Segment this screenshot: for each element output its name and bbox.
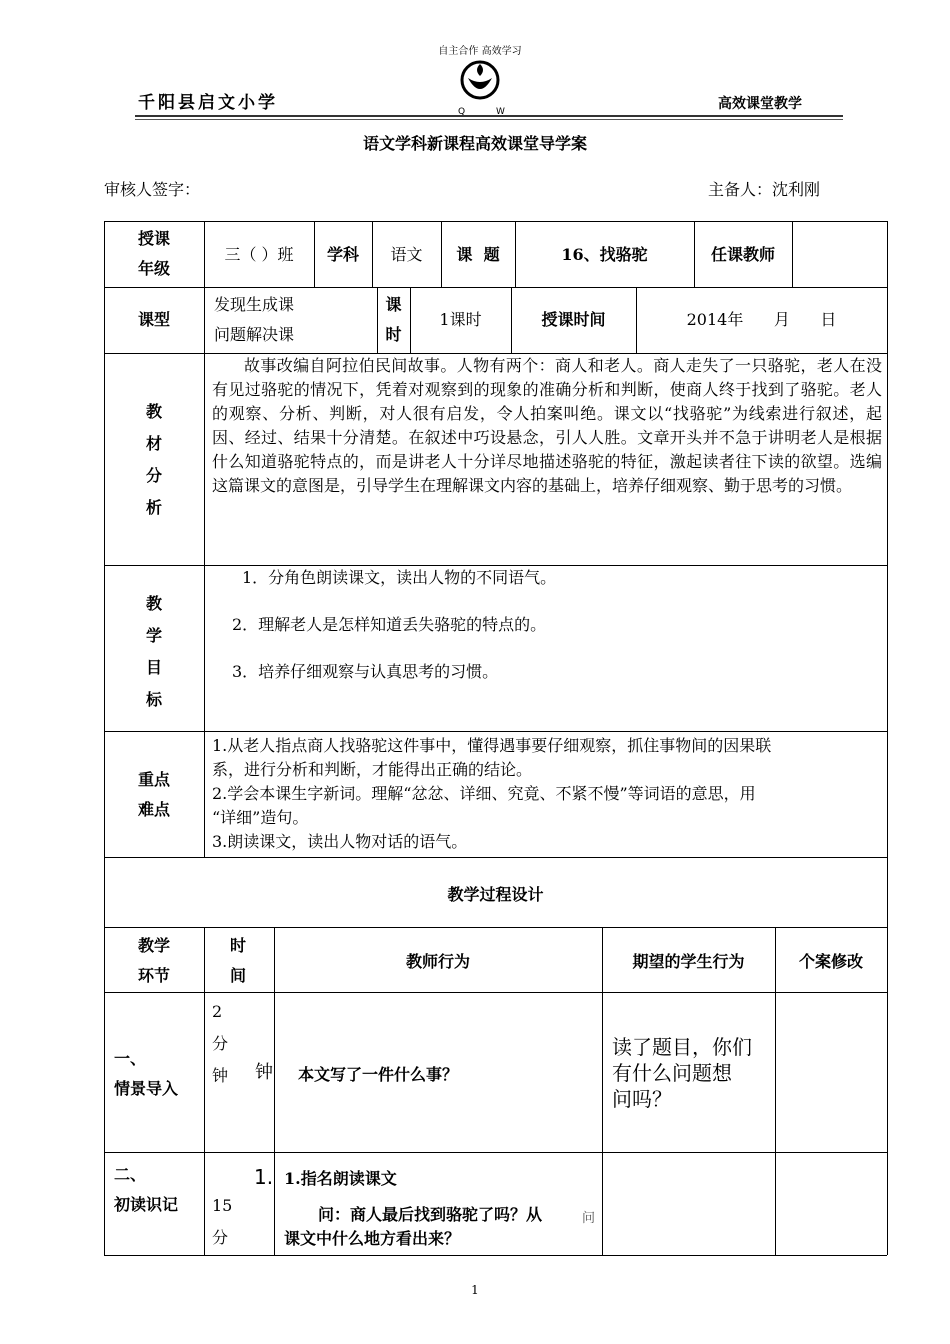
subject-label: 学科 [326,245,359,264]
header-rule [135,115,843,117]
grade-label-line-2: 年级 [137,259,170,278]
row-rule [104,1255,887,1256]
stage-1-label [114,1044,204,1104]
goal-item: 3．培养仔细观察与认真思考的习惯。 [232,662,499,681]
row-rule [104,857,887,858]
goals-label-char: 目 [145,658,162,677]
header-rule-thin [135,119,843,120]
stage-1-time-line: 2 [212,1002,223,1021]
school-logo [420,40,540,120]
logo-letter-q: Q [458,107,466,117]
stage-1-student-line: 问吗？ [612,1087,672,1111]
topic-label: 课 题 [456,245,500,264]
type-value-line-2: 问题解决课 [214,325,295,344]
stage-2-label [114,1160,204,1220]
stage-2-time-mark: 1. [254,1165,274,1189]
grade-label-line-1: 授课 [137,229,170,248]
row-rule [104,992,887,993]
row-rule [104,1152,887,1153]
logo-letter-w: W [496,107,505,117]
reviewer-label: 审核人签字： [104,180,201,199]
stage-1-student [612,1034,772,1112]
table-border-right [887,221,888,1255]
analysis-label [104,396,204,524]
key-points-label-line-2: 难点 [137,800,170,819]
key-points-text [212,734,884,854]
time-value: 2014年 月 日 [686,310,837,329]
stage-1-time-line: 钟 [212,1066,229,1085]
key-points-line: 3.朗读课文，读出人物对话的语气。 [212,832,468,851]
teacher-label: 任课教师 [710,245,775,264]
stage-1-time-line: 分 [212,1034,229,1053]
hours-label-line-2: 时 [385,325,402,344]
stage-1-student-line: 有什么问题想 [612,1061,732,1085]
key-points-line: 2.学会本课生字新词。理解“忿忿、详细、究竟、不紧不慢”等词语的意思，用 [212,784,756,803]
goal-item: 2．理解老人是怎样知道丢失骆驼的特点的。 [232,615,547,634]
school-name: 千阳县启文小学 [138,93,278,113]
table-border-left [104,221,105,1255]
col-rule [204,927,205,1255]
row-rule [104,287,887,288]
time-label: 授课时间 [541,310,606,329]
header-time [230,931,270,991]
stage-2-teacher-2: 问：商人最后找到骆驼了吗？从 [318,1205,543,1224]
stage-1-student-line: 读了题目，你们 [612,1035,752,1059]
goal-item: 1．分角色朗读课文，读出人物的不同语气。 [242,568,557,587]
process-title: 教学过程设计 [447,885,544,904]
col-rule [792,221,793,287]
analysis-label-char: 材 [145,434,162,453]
stage-2-time [212,1190,252,1254]
page-number: 1 [471,1283,479,1297]
hours-label [377,290,410,350]
key-points-label-line-1: 重点 [137,770,170,789]
stage-1-number: 一、 [114,1049,147,1068]
stage-2-time-line: 15 [212,1196,233,1215]
stage-2-name: 初读识记 [114,1195,179,1214]
stage-2-teacher-extra: 问 [582,1211,596,1226]
grade-value: 三（ ）班 [224,245,294,264]
header-stage [104,931,204,991]
header-stage-line-2: 环节 [137,966,170,985]
col-rule [204,287,205,353]
analysis-label-char: 析 [145,498,162,517]
stage-2-teacher-3: 课文中什么地方看出来？ [284,1229,461,1248]
goals-label-char: 教 [145,594,162,613]
header-teacher: 教师行为 [405,952,470,971]
header-time-line-1: 时 [230,936,247,955]
goals-label [104,588,204,716]
row-rule [104,927,887,928]
header-student: 期望的学生行为 [632,952,745,971]
stage-1-teacher: 本文写了一件什么事？ [298,1065,459,1084]
stage-1-time-extra: 钟 [255,1062,273,1083]
stage-2-teacher-1: 1.指名朗读课文 [284,1169,397,1188]
type-value-line-1: 发现生成课 [214,295,295,314]
topic-value: 16、找骆驼 [561,245,648,264]
header-stage-line-1: 教学 [137,936,170,955]
analysis-label-char: 分 [145,466,162,485]
type-value [214,290,374,350]
logo-text: 自主合作 高效学习 [438,46,522,57]
header-revision: 个案修改 [798,952,863,971]
row-rule [104,731,887,732]
goals-label-char: 标 [145,690,162,709]
brand-label: 高效课堂教学 [718,96,802,112]
hours-label-line-1: 课 [385,295,402,314]
goals-label-char: 学 [145,626,162,645]
stage-2-time-line: 分 [212,1228,229,1247]
header-time-line-2: 间 [230,966,247,985]
key-points-label [104,765,204,825]
stage-1-name: 情景导入 [114,1079,179,1098]
key-points-line: 系，进行分析和判断，才能得出正确的结论。 [212,760,533,779]
stage-2-number: 二、 [114,1165,147,1184]
stage-1-time [212,996,242,1092]
col-rule [204,353,205,857]
row-rule [104,221,887,222]
grade-label [104,224,204,284]
subject-value: 语文 [390,245,423,264]
key-points-line: 1.从老人指点商人找骆驼这件事中，懂得遇事要仔细观察，抓住事物间的因果联 [212,736,772,755]
document-title: 语文学科新课程高效课堂导学案 [362,134,587,153]
key-points-line: “详细”造句。 [212,808,309,827]
analysis-label-char: 教 [145,402,162,421]
analysis-text: 故事改编自阿拉伯民间故事。人物有两个：商人和老人。商人走失了一只骆驼，老人在没有见过骆驼的情况下，凭着对观察到的现象的准确分析和判断，使商人终于找到了骆驼。老人的观察、分析、判断，对人很有启发，令人拍案叫绝。课文以“找骆驼”为线索进行叙述，起因、经过、结果十分清楚。在叙述中巧设悬念，引人人胜。文章开头并不急于讲明老人是根据什么知道骆驼特点的，而是讲老人十分详尽地描述骆驼的特征，激起读者往下读的欲望。选编这篇课文的意图是，引导学生在理解课文内容的基础上，培养仔细观察、勤于思考的习惯。 [212,356,882,495]
preparer-label: 主备人：沈利刚 [708,180,821,199]
hours-value: 1课时 [439,310,482,329]
type-label: 课型 [137,310,170,329]
